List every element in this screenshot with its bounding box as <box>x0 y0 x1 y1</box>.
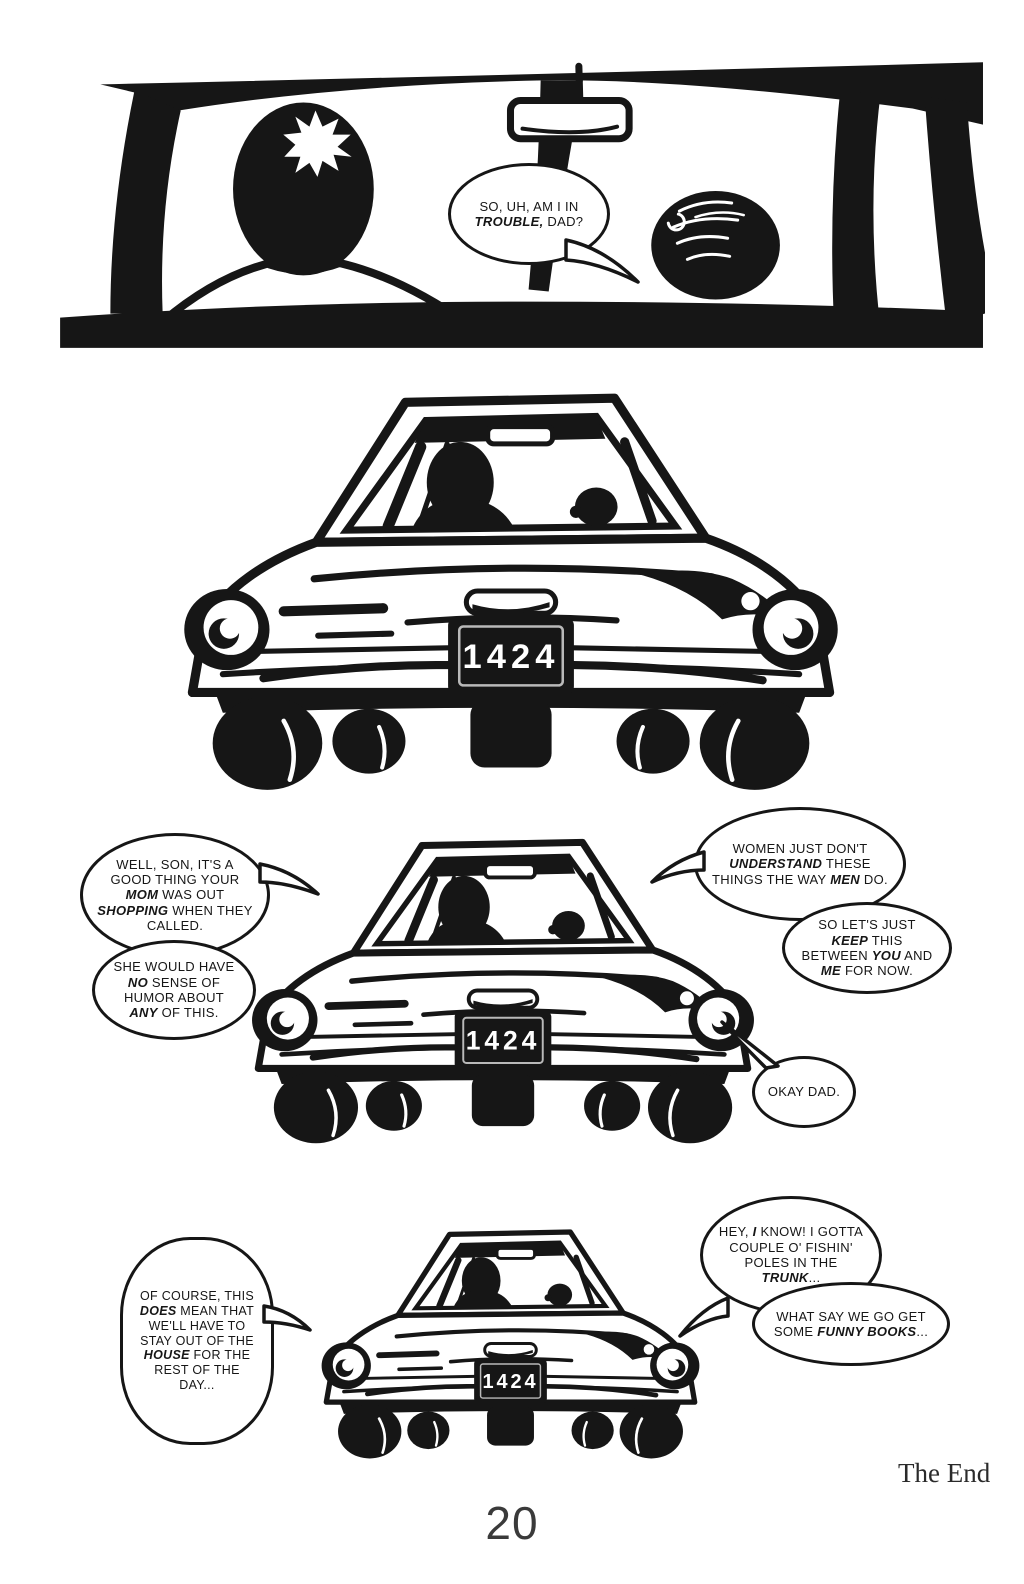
bubble-text: WHAT SAY WE GO GET SOME FUNNY BOOKS... <box>773 1308 929 1339</box>
bubble-text: OKAY DAD. <box>767 1084 841 1100</box>
window-pillar-right-outer <box>925 96 985 325</box>
bubble-tail <box>256 858 322 900</box>
bubble-text: SHE WOULD HAVE NO SENSE OF HUMOR ABOUT ANY OF THIS. <box>113 959 235 1021</box>
bubble-text: HEY, I KNOW! I GOTTA COUPLE O' FISHIN' POLES IN THE TRUNK... <box>718 1224 864 1286</box>
speech-bubble-dad-funny-books <box>752 1282 950 1366</box>
speech-bubble-dad-between-us <box>782 902 952 994</box>
panel-2-car-rear-large <box>166 386 856 796</box>
kid-silhouette <box>651 191 780 300</box>
the-end-label: The End <box>898 1458 991 1488</box>
bubble-tail <box>676 1292 732 1340</box>
bubble-tail <box>648 846 708 886</box>
window-pillar-left <box>110 90 180 313</box>
bubble-text: SO LET'S JUST KEEP THIS BETWEEN YOU AND ME FOR NOW. <box>801 917 933 979</box>
speech-bubble-dad-good-thing <box>80 833 270 957</box>
bubble-text: OF COURSE, THIS DOES MEAN THAT WE'LL HAVE TO STAY OUT OF THE HOUSE FOR THE REST OF THE DAY... <box>139 1289 255 1392</box>
bubble-text: WOMEN JUST DON'T UNDERSTAND THESE THINGS THE WAY MEN DO. <box>712 841 888 887</box>
window-pillar-right-inner <box>832 90 880 327</box>
speech-bubble-dad-stay-out <box>120 1237 274 1445</box>
bubble-text: SO, UH, AM I IN TROUBLE, DAD? <box>474 198 584 229</box>
bubble-tail <box>260 1300 314 1336</box>
bubble-tail <box>560 236 644 286</box>
page-number: 20 <box>485 1497 539 1549</box>
bubble-tail <box>714 1016 786 1072</box>
bubble-text: WELL, SON, IT'S A GOOD THING YOUR MOM WAS OUT SHOPPING WHEN THEY CALLED. <box>97 856 253 933</box>
panel-4-car-rear-small <box>311 1225 710 1462</box>
speech-bubble-dad-no-sense <box>92 940 256 1040</box>
